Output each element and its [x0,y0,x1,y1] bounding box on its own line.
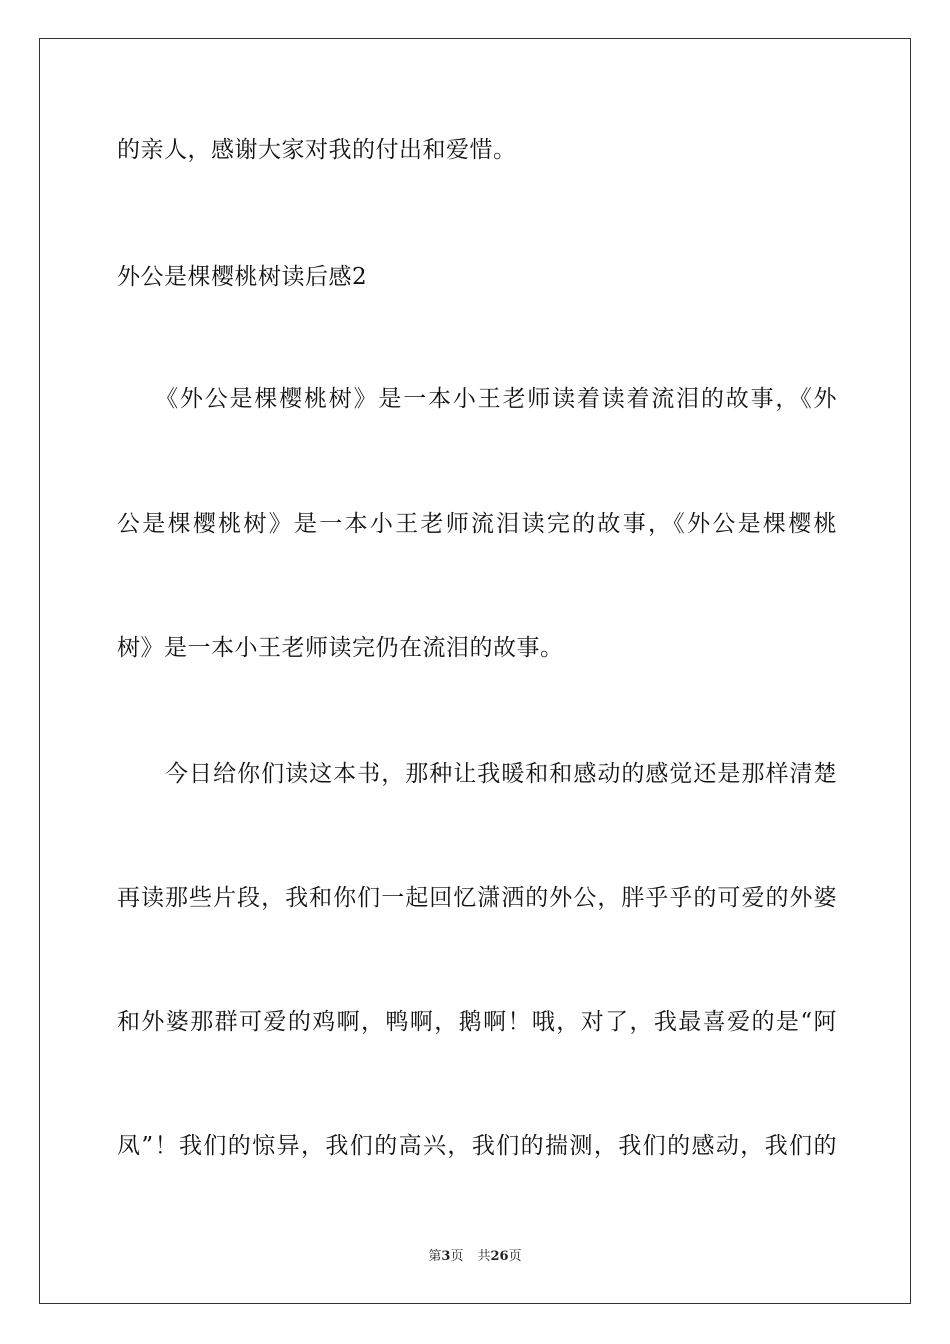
text-line-7: 再读那些片段，我和你们一起回忆潇洒的外公，胖乎乎的可爱的外婆 [117,885,837,911]
total-pages: 26 [490,1249,509,1264]
page-number: 3 [441,1249,451,1264]
text-line-1: 的亲人，感谢大家对我的付出和爱惜。 [117,137,517,163]
page-suffix: 页 [450,1249,464,1264]
total-suffix: 页 [508,1249,522,1264]
total-prefix: 共 [477,1249,491,1264]
text-line-4: 公是棵樱桃树》是一本小王老师流泪读完的故事，《外公是棵樱桃 [117,511,837,537]
page-border [39,38,911,1304]
page-prefix: 第 [428,1249,442,1264]
text-line-8: 和外婆那群可爱的鸡啊，鸭啊，鹅啊！哦，对了，我最喜爱的是“阿 [117,1009,837,1035]
text-line-9: 凤”！我们的惊异，我们的高兴，我们的揣测，我们的感动，我们的 [117,1133,837,1159]
text-line-6: 今日给你们读这本书，那种让我暖和和感动的感觉还是那样清楚 [117,761,837,787]
text-line-3: 《外公是棵樱桃树》是一本小王老师读着读着流泪的故事，《外 [117,386,837,412]
section-heading: 外公是棵樱桃树读后感2 [117,264,368,290]
text-line-5: 树》是一本小王老师读完仍在流泪的故事。 [117,635,564,661]
page-footer [0,1248,950,1266]
